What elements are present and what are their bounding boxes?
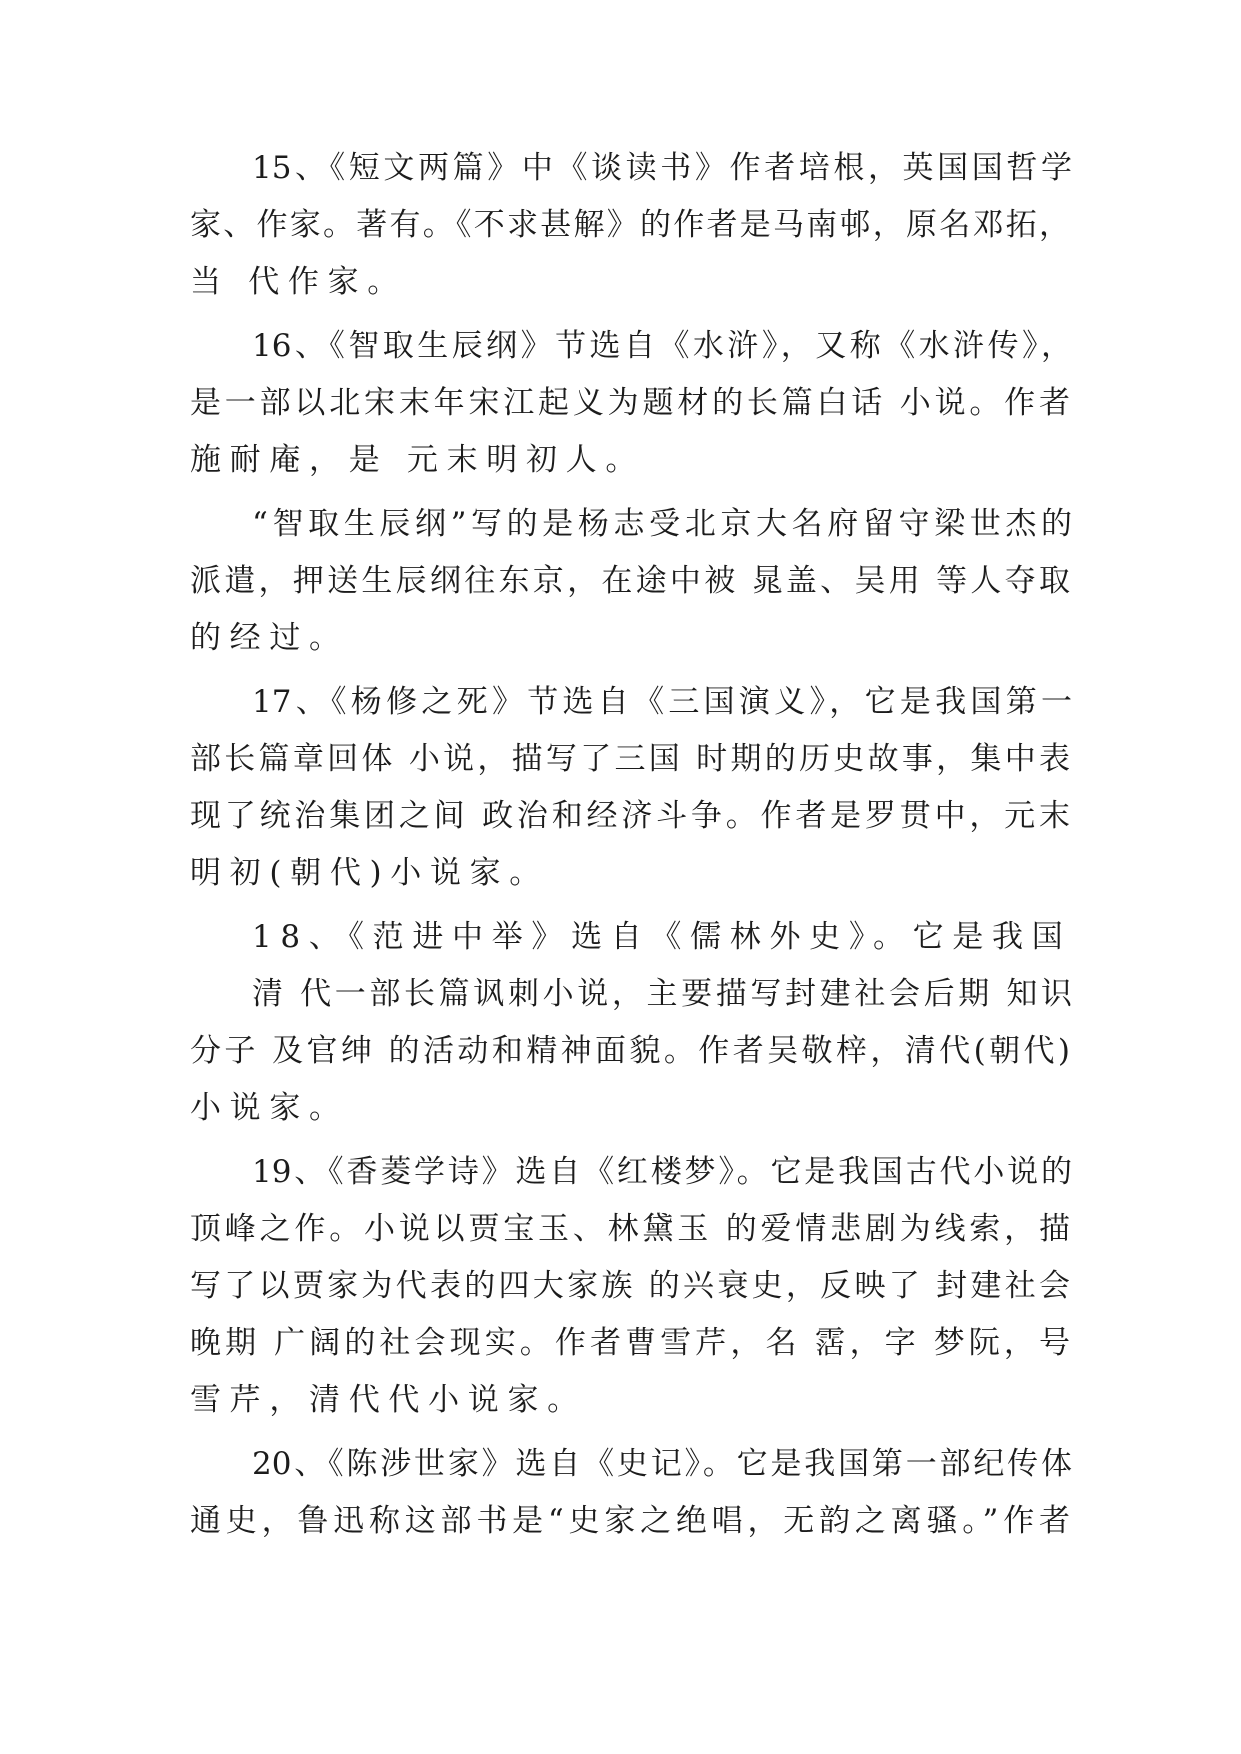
text-line: 明初(朝代)小说家。 bbox=[190, 855, 549, 891]
text-line: 清 代一部长篇讽刺小说，主要描写封建社会后期 知识 bbox=[252, 976, 1072, 1012]
text-line: 当 代作家。 bbox=[190, 264, 407, 300]
text-line: 分子 及官绅 的活动和精神面貌。作者吴敬梓，清代(朝代) bbox=[190, 1033, 1070, 1069]
text-line: 派遣，押送生辰纲往东京，在途中被 晁盖、吴用 等人夺取 bbox=[190, 563, 1070, 599]
text-line: 家、作家。著有。《不求甚解》的作者是马南邨，原名邓拓， bbox=[190, 207, 1070, 243]
text-line: 16、《智取生辰纲》节选自《水浒》，又称《水浒传》， bbox=[252, 328, 1072, 364]
text-line: 写了以贾家为代表的四大家族 的兴衰史，反映了 封建社会 bbox=[190, 1268, 1070, 1304]
text-line: 是一部以北宋末年宋江起义为题材的长篇白话 小说。作者 bbox=[190, 385, 1070, 421]
text-line: “智取生辰纲”写的是杨志受北京大名府留守梁世杰的 bbox=[252, 506, 1072, 542]
text-line: 现了统治集团之间 政治和经济斗争。作者是罗贯中，元末 bbox=[190, 798, 1070, 834]
text-line: 雪芹，清代代小说家。 bbox=[190, 1382, 587, 1418]
text-line: 通史，鲁迅称这部书是“史家之绝唱，无韵之离骚。”作者 bbox=[190, 1503, 1070, 1539]
text-line: 的经过。 bbox=[190, 620, 349, 656]
text-line: 18、《范进中举》选自《儒林外史》。它是我国 bbox=[252, 919, 1072, 955]
text-line: 施耐庵，是 元末明初人。 bbox=[190, 442, 646, 478]
text-line: 15、《短文两篇》中《谈读书》作者培根，英国国哲学 bbox=[252, 150, 1072, 186]
text-line: 部长篇章回体 小说，描写了三国 时期的历史故事，集中表 bbox=[190, 741, 1070, 777]
text-line: 小说家。 bbox=[190, 1090, 349, 1126]
text-line: 19、《香菱学诗》选自《红楼梦》。它是我国古代小说的 bbox=[252, 1154, 1072, 1190]
text-line: 20、《陈涉世家》选自《史记》。它是我国第一部纪传体 bbox=[252, 1446, 1072, 1482]
text-line: 顶峰之作。小说以贾宝玉、林黛玉 的爱情悲剧为线索，描 bbox=[190, 1211, 1070, 1247]
text-line: 晚期 广阔的社会现实。作者曹雪芹，名 霑，字 梦阮，号 bbox=[190, 1325, 1070, 1361]
text-line: 17、《杨修之死》节选自《三国演义》，它是我国第一 bbox=[252, 684, 1072, 720]
